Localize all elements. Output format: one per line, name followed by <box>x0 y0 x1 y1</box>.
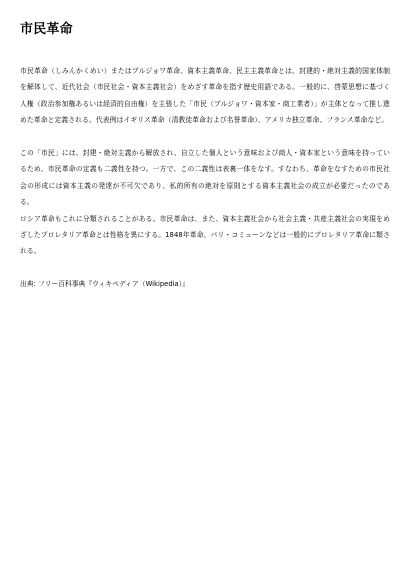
paragraph-definition: 市民革命（しみんかくめい）またはブルジョワ革命、資本主義革命、民主主義革命とは、封建的・絶対主義的国家体制を解体して、近代社会（市民社会・資本主義社会）をめざす革命を指す歴史用語である。一般的に、啓蒙思想に基づく人権（政治参加権あるいは経済的自由権）を主張した「市民（ブルジョワ・資本家・商工業者）」が主体となって推し進めた革命と定義される。代表例はイギリス革命（清教徒革命および名誉革命）、アメリカ独立革命、フランス革命など。 <box>20 67 390 125</box>
article-body <box>20 63 390 293</box>
paragraph-spacer <box>20 129 390 145</box>
paragraph-classification: ロシア革命もこれに分類されることがある。市民革命は、また、資本主義社会から社会主義・共産主義社会の実現をめざしたプロレタリア革命とは性格を異にする。1848年革命、パリ・コミューンなどは一般的にプロレタリア革命に類される。 <box>20 214 390 256</box>
paragraph-spacer <box>20 260 390 276</box>
source-citation: 出典: フリー百科事典『ウィキペディア（Wikipedia）』 <box>20 280 189 289</box>
paragraph-citizen-meaning: この「市民」には、封建・絶対主義から解放され、自立した個人という意味および商人・資本家という意味を持っているため、市民革命の定義も二義性を持つ。一方で、この二義性は表裏一体をなす。すなわち、革命をなすための市民社会の形成には資本主義の発達が不可欠であり、私的所有の絶対を原則とする資本主義社会の成立が必要だったのである。 <box>20 149 390 207</box>
page-title: 市民革命 <box>20 22 73 37</box>
